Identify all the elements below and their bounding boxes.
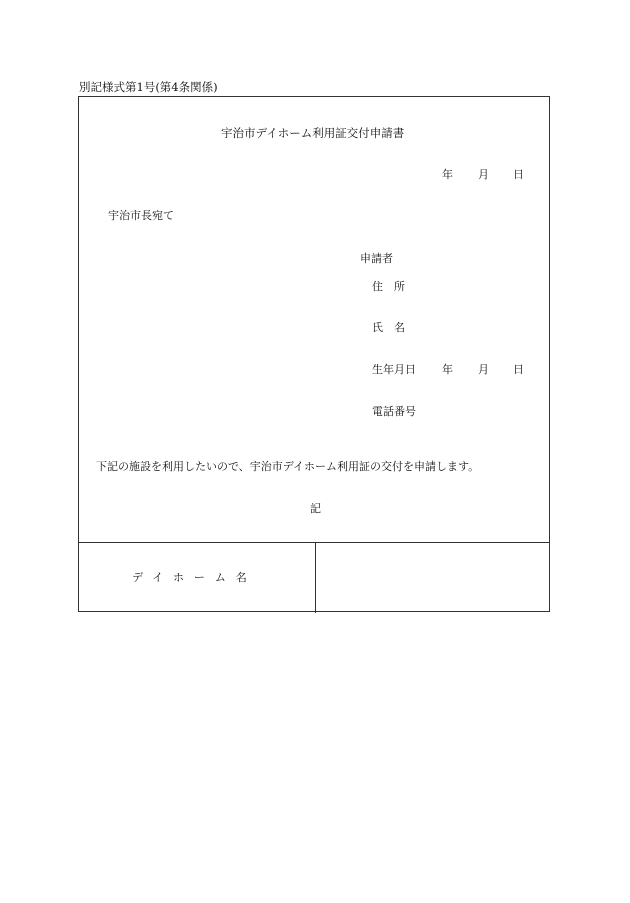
birth-day-label: 日 <box>513 363 524 376</box>
applicant-label: 申請者 <box>360 252 393 265</box>
table-column-divider <box>315 542 316 613</box>
form-title: 宇治市デイホーム利用証交付申請書 <box>221 126 405 140</box>
birth-month-label: 月 <box>478 363 489 376</box>
ki-label: 記 <box>310 502 321 515</box>
date-month-label: 月 <box>478 168 489 181</box>
address-label: 住 所 <box>372 280 405 293</box>
form-number-header: 別記様式第1号(第4条関係) <box>79 80 218 94</box>
name-label: 氏 名 <box>372 321 405 334</box>
birthdate-label: 生年月日 <box>372 363 416 376</box>
date-year-label: 年 <box>442 168 453 181</box>
birth-year-label: 年 <box>442 363 453 376</box>
phone-label: 電話番号 <box>372 405 416 418</box>
addressee: 宇治市長宛て <box>108 209 174 222</box>
day-home-name-label: デイホーム名 <box>132 571 257 584</box>
table-top-border <box>79 542 549 543</box>
date-day-label: 日 <box>513 168 524 181</box>
request-statement: 下記の施設を利用したいので、宇治市デイホーム利用証の交付を申請します。 <box>96 460 480 473</box>
